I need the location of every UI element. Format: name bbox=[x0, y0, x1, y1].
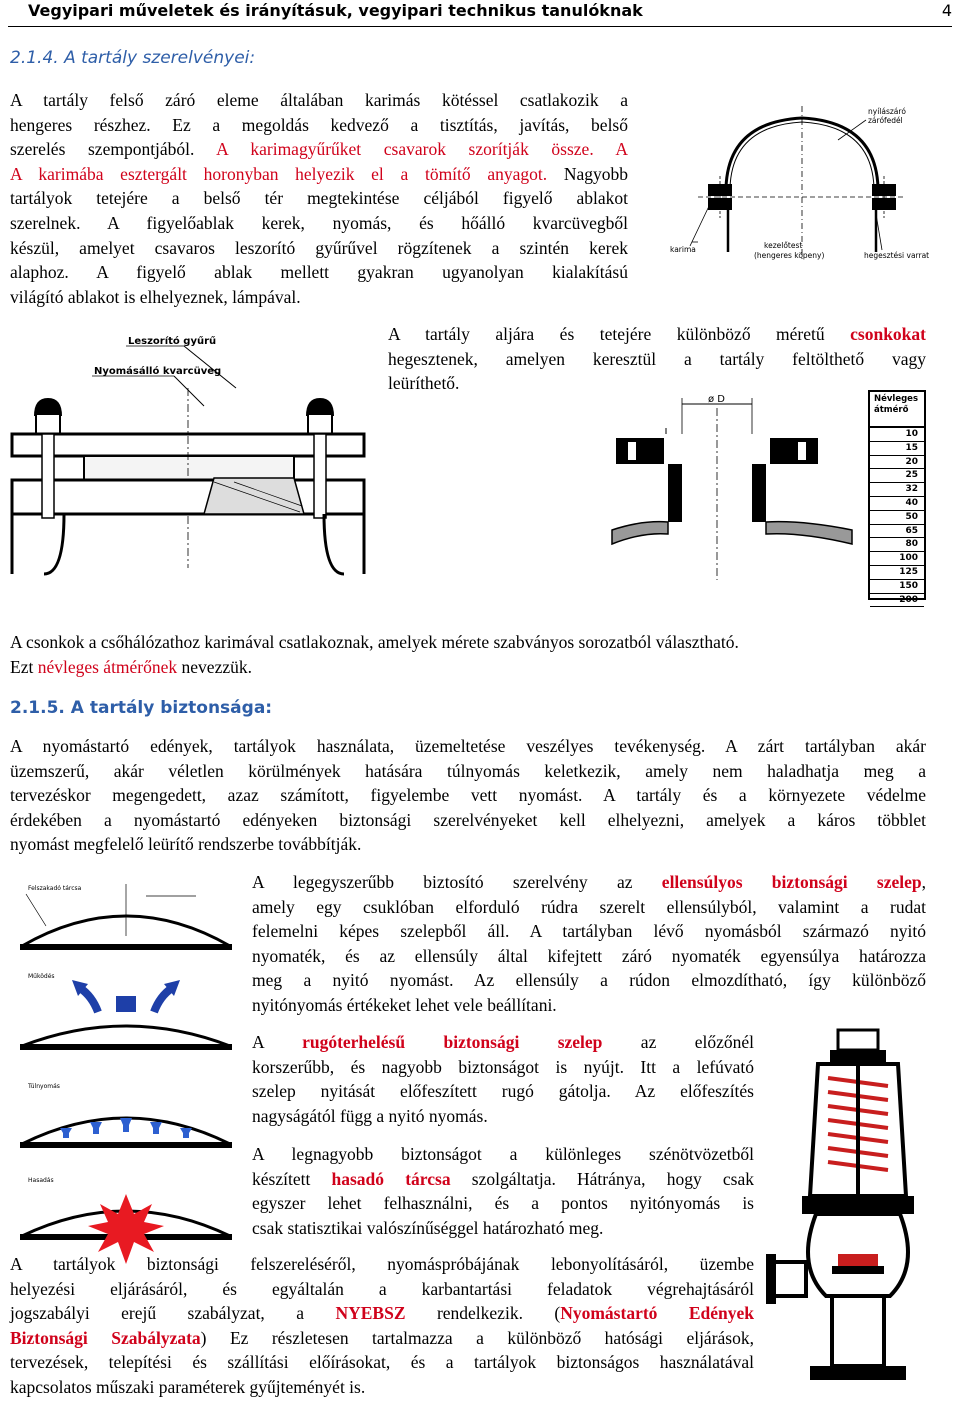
paragraph-counterweight bbox=[252, 870, 926, 1018]
sight-glass-figure bbox=[4, 328, 374, 578]
text-line: készített hasadó tárcsa szolgáltatja. Hátránya, hogy csak bbox=[252, 1168, 754, 1189]
table-cell: 25 bbox=[870, 469, 924, 483]
label-zarofedel: zárófedél bbox=[868, 116, 903, 125]
text-line: A rugóterhelésű biztonsági szelep az előzőnél bbox=[252, 1032, 754, 1052]
text-line: Ezt névleges átmérőnek nevezzük. bbox=[10, 656, 252, 677]
paragraph-spring-valve bbox=[252, 1030, 754, 1128]
text-line: Biztonsági Szabályzata) Ez részletesen tartalmazza a különböző hatósági eljárások, bbox=[10, 1327, 754, 1348]
table-cell: 100 bbox=[870, 552, 924, 566]
text-line: világító ablakot is elhelyeznek, lámpával. bbox=[10, 286, 301, 307]
table-cell: 20 bbox=[870, 456, 924, 470]
table-cell: 125 bbox=[870, 566, 924, 580]
label-burst-4: Hasadás bbox=[28, 1177, 54, 1184]
paragraph-burst-disc bbox=[252, 1142, 754, 1240]
table-cell: 50 bbox=[870, 511, 924, 525]
table-header bbox=[870, 392, 924, 428]
text-line: szelep nyitását előfeszített rugó gátolja. Az előfeszítés bbox=[252, 1081, 754, 1102]
label-leszorito-gyuru: Leszorító gyűrű bbox=[128, 336, 217, 347]
table-cell: 80 bbox=[870, 538, 924, 552]
text-line: tervezések, telepítési és szállítási előírásokat, és a tartályok biztonságos használatával bbox=[10, 1352, 754, 1373]
text-line: hengeres részhez. Ez a megoldás kedvező a tisztítás, javítás, belső bbox=[10, 114, 628, 135]
table-cell: 32 bbox=[870, 483, 924, 497]
text-line: felemelni képes szelepből áll. A tartályban lévő nyomásból származó nyitó bbox=[252, 921, 926, 942]
nozzle-figure bbox=[602, 394, 862, 584]
text-line: A tartály aljára és tetejére különböző méretű csonkokat bbox=[388, 324, 926, 344]
label-burst-3: Túlnyomás bbox=[28, 1083, 60, 1090]
text-line: A legnagyobb biztonságot a különleges szénötvözetből bbox=[252, 1144, 754, 1164]
label-burst-1: Felszakadó tárcsa bbox=[28, 885, 82, 892]
label-nyilaszaro: nyílászáró bbox=[868, 107, 906, 116]
text-line: jogszabályi erejű szabályzat, a NYEBSZ rendelkezik. (Nyomástartó Edények bbox=[10, 1303, 755, 1324]
label-nyomasallo-kvarcuveg: Nyomásálló kvarcüveg bbox=[94, 366, 222, 377]
table-cell: 15 bbox=[870, 442, 924, 456]
text-line: helyezési eljárásáról, és egyáltalán a karbantartási feladatok végrehajtásáról bbox=[10, 1278, 754, 1299]
text-line: szerelnek. A figyelőablak kerek, nyomás, és hőálló kvarcüvegből bbox=[10, 212, 628, 233]
page-number: 4 bbox=[941, 1, 952, 20]
text-line: szerelés szempontjából. A karimagyűrűket csavarok szorítják össze. A bbox=[10, 139, 628, 160]
text-line: üzemszerű, akár véletlen körülmények hatására túlnyomás keletkezik, amely nem haladhatja meg a bbox=[10, 760, 926, 781]
text-line: A legegyszerűbb biztosító szerelvény az ellensúlyos biztonsági szelep, bbox=[252, 872, 926, 892]
text-line: kapcsolatos műszaki paraméterek gyűjteményét is. bbox=[10, 1376, 366, 1397]
section-heading-2-1-5: 2.1.5. A tartály biztonsága: bbox=[10, 698, 273, 718]
text-line: leüríthető. bbox=[388, 373, 460, 394]
table-cell: 150 bbox=[870, 580, 924, 594]
text-line: korszerűbb, és nagyobb biztonságot is nyújt. Itt a lefúvató bbox=[252, 1056, 754, 1077]
text-line: A csonkok a csőhálózathoz karimával csatlakoznak, amelyek mérete szabványos sorozatból választható. bbox=[10, 632, 739, 652]
text-line: nyomást megfelelő leürítő rendszerbe továbbítják. bbox=[10, 834, 362, 855]
table-values bbox=[870, 428, 924, 607]
text-line: nagyságától függ a nyitó nyomás. bbox=[252, 1105, 488, 1126]
label-diameter: ø D bbox=[708, 394, 725, 405]
text-line: készül, amelyet csavaros leszorító gyűrűvel rögzítenek a szintén kerek bbox=[10, 237, 628, 258]
label-burst-2: Működés bbox=[28, 973, 55, 980]
label-hengeres-kopeny: (hengeres köpeny) bbox=[754, 251, 825, 260]
text-line: tartályok tetejére a belső tér megtekintése céljából figyelő ablakot bbox=[10, 188, 628, 209]
text-line: A karimába esztergált horonyban helyezik el a tömítő anyagot. Nagyobb bbox=[10, 163, 629, 184]
table-cell: 10 bbox=[870, 428, 924, 442]
text-line: nyitónyomás értékeket lehet vele beállítani. bbox=[252, 994, 557, 1015]
paragraph-regulation bbox=[10, 1252, 754, 1400]
text-line: A tartály felső záró eleme általában karimás kötéssel csatlakozik a bbox=[10, 90, 628, 110]
nominal-diameter-table bbox=[868, 390, 926, 605]
paragraph-fittings bbox=[10, 88, 628, 309]
table-cell: 65 bbox=[870, 525, 924, 539]
table-cell: 200 bbox=[870, 594, 924, 608]
text-line: tervezéskor megengedett, azaz számított, figyelembe vett nyomást. A tartály és a környezete védelme bbox=[10, 785, 926, 806]
text-line: érdekében a nyomástartó edényeken biztonsági szerelvényeket kell elhelyezni, amelyek a káros többlet bbox=[10, 809, 926, 830]
page-header bbox=[8, 0, 952, 27]
text-line: A nyomástartó edények, tartályok használata, üzemeltetése veszélyes tevékenység. A zárt tartályban akár bbox=[10, 736, 926, 756]
burst-disc-figure bbox=[6, 876, 242, 1266]
text-line: amely egy csuklóban elforduló rúdra szerelt ellensúlyból, valamint a rudat bbox=[252, 896, 926, 917]
label-kezelotest: kezelőtest bbox=[764, 241, 803, 250]
text-line: csak statisztikai valószínűséggel határozható meg. bbox=[252, 1217, 604, 1238]
text-line: egyszer lehet felhasználni, és a pontos nyitónyomás is bbox=[252, 1193, 754, 1214]
text-line: alaphoz. A figyelő ablak mellett gyakran ugyanolyan kialakítású bbox=[10, 262, 628, 283]
text-line: meg a nyitó nyomást. Az ellensúly a rúdon elmozdítható, így különböző bbox=[252, 970, 926, 991]
header-title: Vegyipari műveletek és irányításuk, vegyipari technikus tanulóknak bbox=[28, 1, 643, 20]
paragraph-nozzles bbox=[388, 322, 926, 396]
table-header-line-1: Névleges bbox=[874, 394, 919, 404]
table-header-line-2: átmérő bbox=[874, 405, 909, 415]
tank-flange-figure bbox=[668, 92, 938, 272]
label-hegesztesi-varrat: hegesztési varrat bbox=[864, 251, 930, 260]
text-line: nyomaték, és az ellensúly által kifejtett záró nyomaték egyensúlya határozza bbox=[252, 945, 926, 966]
table-cell: 40 bbox=[870, 497, 924, 511]
section-heading-2-1-4: 2.1.4. A tartály szerelvényei: bbox=[10, 48, 256, 68]
label-karima: karima bbox=[670, 245, 696, 254]
text-line: hegesztenek, amelyen keresztül a tartály feltölthető vagy bbox=[388, 348, 926, 369]
spring-valve-figure bbox=[766, 1026, 952, 1406]
paragraph-safety bbox=[10, 734, 926, 857]
paragraph-nominal bbox=[10, 630, 930, 679]
text-line: A tartályok biztonsági felszereléséről, nyomáspróbájának lebonyolításáról, üzembe bbox=[10, 1254, 754, 1274]
